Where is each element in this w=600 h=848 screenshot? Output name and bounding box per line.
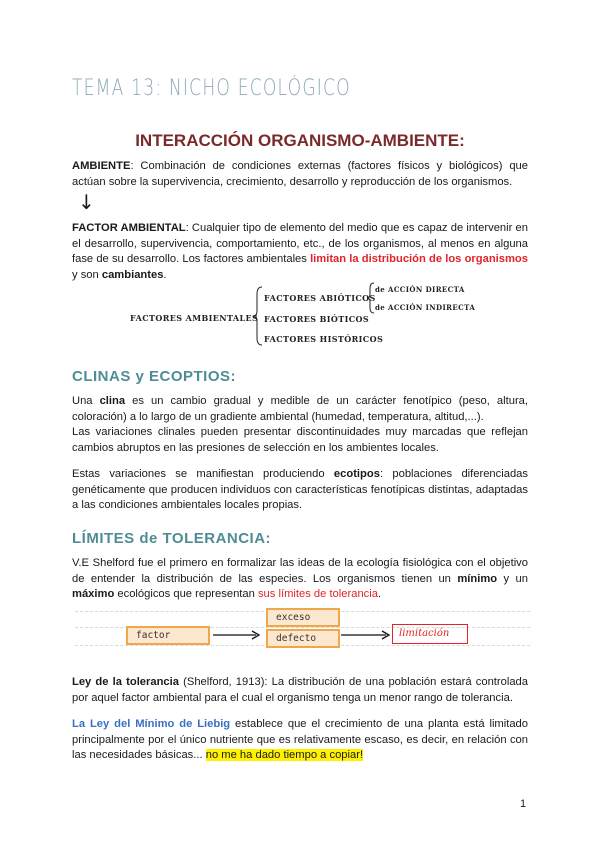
topic-title: TEMA 13: NICHO ECOLÓGICO: [72, 76, 351, 101]
clina-term: clina: [99, 395, 126, 407]
ecotipos-paragraph: [72, 467, 528, 514]
liebig-text: establece que el crecimiento de una planta está limitado principalmente por el único nutriente que es relativamente escaso, es decir, en relación con las necesidades básicas...: [72, 718, 529, 761]
shelford-text-2: y un: [497, 572, 528, 585]
clina-text: Una: [72, 395, 100, 407]
factor-box: factor: [126, 626, 210, 645]
arrow-right-icon: [340, 627, 392, 643]
clinal-variations-paragraph: Las variaciones clinales pueden presentar discontinuidades muy marcadas que reflejan cambios abruptos en las presiones de selección en los ambientes locales.: [72, 426, 528, 454]
factors-diagram: [130, 282, 480, 348]
maximo-term: máximo: [72, 588, 115, 600]
ambiente-definition: : Combinación de condiciones externas (factores físicos y biológicos) que actúan sobre la supervivencia, crecimiento, desarrollo y reproducción de los organismos.: [72, 160, 528, 188]
factor-text-2: y son: [72, 268, 102, 281]
shelford-text: V.E Shelford fue el primero en formalizar las ideas de la ecología fisiológica con el objetivo de entender la distribución de las especies. Los organismos tienen un: [72, 557, 528, 585]
ecotipos-text-2: : poblaciones diferenciadas genéticamente que producen individuos con características fenotípicas distintas, adaptadas a las condiciones ambientales locales propias.: [72, 468, 528, 511]
subitem-indirecta: de ACCIÓN INDIRECTA: [375, 303, 476, 312]
limites-heading: LÍMITES de TOLERANCIA:: [72, 530, 272, 547]
limitacion-box: limitación: [392, 624, 468, 644]
factor-paragraph: [72, 221, 528, 283]
page-number: 1: [520, 798, 527, 810]
factor-text-3: .: [163, 268, 167, 281]
shelford-text-3: ecológicos que representan: [114, 588, 258, 600]
clina-paragraph: [72, 394, 528, 425]
shelford-text-4: .: [377, 588, 382, 600]
arrow-right-icon: [212, 627, 262, 643]
limites-highlight: sus límites de tolerancia: [257, 588, 378, 600]
subitem-directa: de ACCIÓN DIRECTA: [375, 285, 465, 294]
ambiente-term: AMBIENTE: [72, 160, 131, 172]
highlight-note: no me ha dado tiempo a copiar!: [205, 749, 364, 761]
ley-tolerancia-text: (Shelford, 1913): La distribución de una población estará controlada por aquel factor ambiental para el cual el organismo tenga un menor rango de tolerancia.: [72, 676, 528, 704]
ley-tolerancia-paragraph: [72, 675, 528, 706]
section-title: INTERACCIÓN ORGANISMO-AMBIENTE:: [135, 131, 465, 150]
factor-bold-end: cambiantes: [101, 268, 164, 281]
ecotipos-text: Estas variaciones se manifiestan produciendo: [72, 468, 334, 480]
factors-item-bioticos: FACTORES BIÓTICOS: [264, 314, 370, 324]
exceso-box: exceso: [266, 608, 340, 627]
shelford-paragraph: [72, 556, 528, 603]
clina-text-2: es un cambio gradual y medible de un carácter fenotípico (peso, altura, coloración) a lo largo de un gradiente ambiental (humedad, temperatura, altitud,...).: [72, 395, 529, 423]
ambiente-paragraph: [72, 159, 528, 190]
factor-text: : Cualquier tipo de elemento del medio que es capaz de intervenir en el desarrollo, supervivencia, comportamiento, etc., de los organismos, al menos en alguna fase de su desarrollo. Los factores ambientales: [72, 222, 528, 265]
clinas-heading: CLINAS y ECOPTIOS:: [72, 368, 237, 385]
factors-item-abioticos: FACTORES ABIÓTICOS: [264, 293, 376, 303]
ley-tolerancia-term: Ley de la tolerancia: [72, 676, 179, 688]
factors-root: FACTORES AMBIENTALES: [130, 313, 259, 323]
down-arrow-icon: ↓: [78, 190, 95, 214]
factors-item-historicos: FACTORES HISTÓRICOS: [264, 334, 384, 344]
factor-term: FACTOR AMBIENTAL: [72, 222, 186, 234]
minimo-term: mínimo: [457, 572, 498, 585]
factors-brace: [252, 286, 264, 346]
ecotipos-term: ecotipos: [333, 468, 380, 480]
liebig-term: La Ley del Mínimo de Liebig: [72, 718, 231, 730]
defecto-box: defecto: [266, 629, 340, 648]
liebig-paragraph: [72, 717, 528, 764]
factor-highlight: limitan la distribución de los organismos: [310, 253, 528, 265]
